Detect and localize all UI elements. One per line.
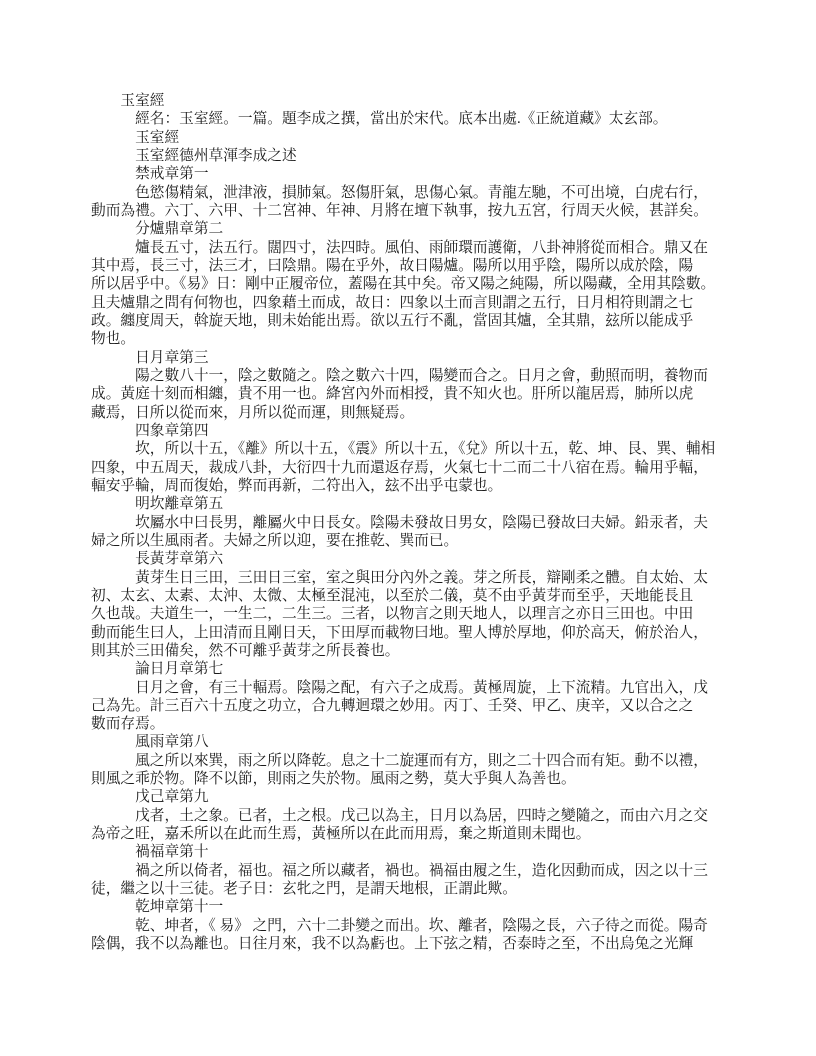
text-line: 則風之乖於物。降不以節，則雨之失於物。風雨之勢，莫大乎與人為善也。 bbox=[91, 771, 576, 788]
text-line: 陽之數八十一，陰之數隨之。陰之數六十四，陽變而合之。日月之會，動照而明，養物而 bbox=[91, 367, 708, 384]
text-line: 坎屬水中曰長男，離屬火中日長女。陰陽未發故日男女，陰陽已發故曰夫婦。鉛汞者，夫 bbox=[91, 514, 708, 531]
text-line: 爐長五寸，法五行。闊四寸，法四時。風伯、雨師環而護衛，八卦神將從而相合。鼎又在 bbox=[91, 239, 708, 256]
text-line: 玉室經 bbox=[91, 129, 180, 146]
text-line: 黃芽生日三田，三田日三室，室之與田分內外之義。芽之所長，辯剛柔之體。自太始、太 bbox=[91, 569, 708, 586]
document-text bbox=[91, 92, 751, 953]
text-line: 分爐鼎章第二 bbox=[91, 221, 224, 238]
text-line: 四象，中五周天，裁成八卦，大衍四十九而還返存焉，火氣七十二而二十八宿在焉。輪用乎輻， bbox=[91, 459, 708, 476]
text-line: 則其於三田備矣，然不可離乎黃芽之所長養也。 bbox=[91, 642, 400, 659]
text-line: 初、太玄、太素、太沖、太微、太極至混沌，以至於二儀，莫不由乎黃芽而至乎，天地能長且 bbox=[91, 587, 694, 604]
text-line: 動而能生曰人，上田清而且剛日天，下田厚而載物曰地。聖人博於厚地，仰於高天，俯於治人， bbox=[91, 624, 708, 641]
text-line: 明坎離章第五 bbox=[91, 496, 224, 513]
text-line: 其中焉，長三寸，法三才，曰陰鼎。陽在乎外，故日陽爐。陽所以用乎陰，陽所以成於陰，陽 bbox=[91, 257, 694, 274]
text-line: 玉室經德州草渾李成之述 bbox=[91, 147, 297, 164]
text-line: 成。黃庭十刻而相纏，貴不用一也。絳宮內外而相授，貴不知火也。肝所以龍居焉，肺所以虎 bbox=[91, 386, 694, 403]
text-line: 長黃芽章第六 bbox=[91, 551, 224, 568]
text-line: 禍之所以倚者，福也。福之所以藏者，禍也。禍福由履之生，造化因動而成，因之以十三 bbox=[91, 862, 708, 879]
text-line: 為帝之旺，嘉禾所以在此而生焉，黃極所以在此而用焉，棄之斯道則未聞也。 bbox=[91, 826, 591, 843]
text-line: 徒，繼之以十三徒。老子日：玄牝之門，是謂天地根，正謂此歟。 bbox=[91, 881, 517, 898]
text-line: 戊者，土之象。已者，土之根。戊己以為主，日月以為居，四時之變隨之，而由六月之交 bbox=[91, 807, 708, 824]
text-line: 玉室經 bbox=[91, 93, 165, 109]
text-line: 坎，所以十五，《離》所以十五，《震》所以十五，《兌》所以十五，乾、坤、艮、巽、輔相 bbox=[91, 441, 716, 458]
text-line: 數而存焉。 bbox=[91, 716, 165, 733]
text-line: 日月章第三 bbox=[91, 349, 209, 366]
text-line: 乾坤章第十一 bbox=[91, 899, 224, 916]
text-line: 政。纏度周天，斡旋天地，則未始能出焉。欲以五行不亂，當固其爐，全其鼎，玆所以能成乎 bbox=[91, 312, 694, 329]
text-line: 禁戒章第一 bbox=[91, 166, 209, 183]
text-line: 經名：玉室經。一篇。題李成之撰，當出於宋代。底本出處.《正統道藏》太玄部。 bbox=[91, 111, 668, 128]
text-line: 陰偶，我不以為離也。日往月來，我不以為虧也。上下弦之精，否泰時之至，不出烏兔之光輝 bbox=[91, 936, 694, 953]
text-line: 戊己章第九 bbox=[91, 789, 209, 806]
text-line: 物也。 bbox=[91, 331, 136, 348]
text-line: 藏焉，日所以從而來，月所以從而運，則無疑焉。 bbox=[91, 404, 415, 421]
text-line: 婦之所以生風雨者。夫婦之所以迎，要在推乾、巽而已。 bbox=[91, 532, 459, 549]
text-line: 所以居乎中。《易》日：剛中正履帝位，蓋陽在其中矣。帝又陽之純陽，所以陽藏，全用其陰數。 bbox=[91, 276, 716, 293]
text-line: 四象章第四 bbox=[91, 422, 209, 439]
text-line: 久也哉。夫道生一，一生二，二生三。三者，以物言之則天地人，以理言之亦日三田也。中田 bbox=[91, 606, 694, 623]
text-line: 動而為禮。六丁、六甲、十二宮神、年神、月將在壇下執事，按九五宮，行周天火候，甚詳矣。 bbox=[91, 202, 708, 219]
text-line: 輻安乎輪，周而復始，弊而再新，二符出入，玆不出乎屯蒙也。 bbox=[91, 477, 503, 494]
text-line: 風之所以來巽，雨之所以降乾。息之十二旋運而有方，則之二十四合而有矩。動不以禮， bbox=[91, 752, 708, 769]
text-line: 己為先。計三百六十五度之功立，合九轉迴環之妙用。丙丁、壬癸、甲乙、庚辛，又以合之之 bbox=[91, 697, 694, 714]
text-line: 禍福章第十 bbox=[91, 844, 209, 861]
text-line: 日月之會，有三十輻焉。陰陽之配，有六子之成焉。黃極周旋，上下流精。九官出入，戊 bbox=[91, 679, 708, 696]
text-line: 風雨章第八 bbox=[91, 734, 209, 751]
text-line: 且夫爐鼎之問有何物也，四象藉土而成，故日：四象以土而言則謂之五行，日月相符則謂之七 bbox=[91, 294, 694, 311]
text-line: 論日月章第七 bbox=[91, 661, 224, 678]
text-line: 乾、坤者，《 易》 之門，六十二卦變之而出。坎、離者，陰陽之長，六子待之而從。陽奇 bbox=[91, 917, 708, 934]
text-line: 色慾傷精氣，泄津液，損肺氣。怒傷肝氣，思傷心氣。青龍左馳，不可出境，白虎右行， bbox=[91, 184, 708, 201]
